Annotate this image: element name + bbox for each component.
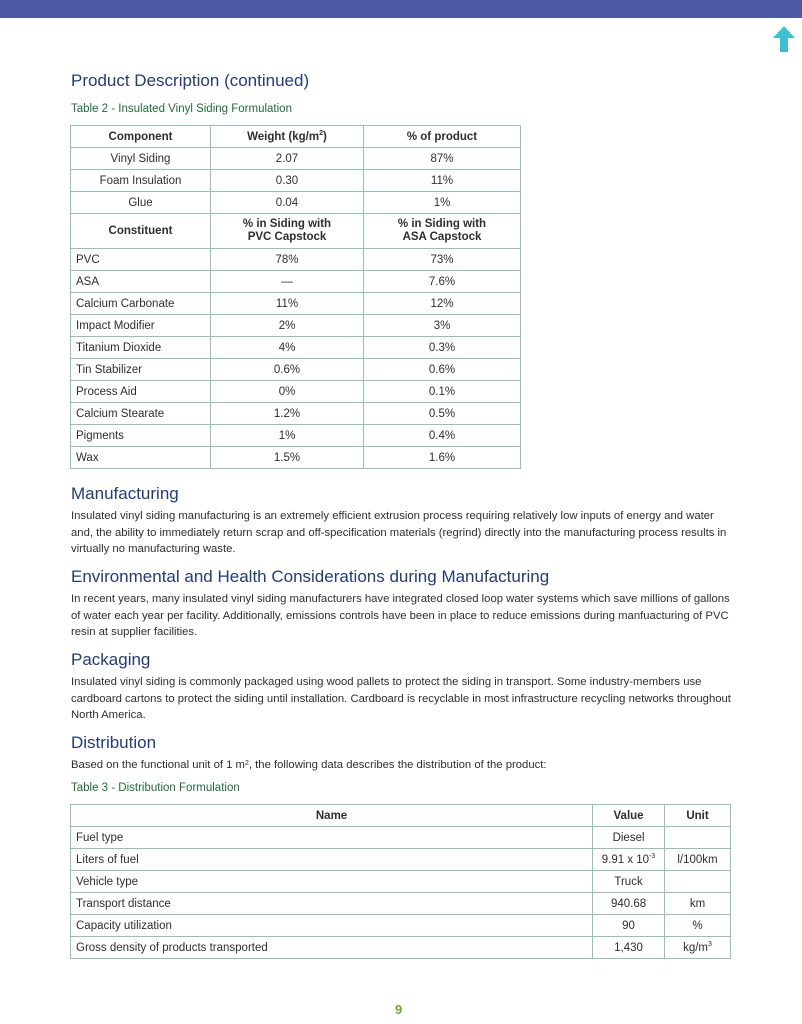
section-title-packaging: Packaging bbox=[71, 650, 151, 669]
table-row bbox=[71, 337, 521, 359]
cell: 0.6% bbox=[364, 359, 521, 381]
section-title-distribution: Distribution bbox=[71, 733, 157, 752]
cell: 78% bbox=[211, 249, 364, 271]
cell: 0.6% bbox=[211, 359, 364, 381]
cell: Calcium Carbonate bbox=[71, 293, 211, 315]
table-header-row bbox=[71, 126, 521, 148]
formulation-table bbox=[70, 125, 521, 469]
distribution-intro: Based on the functional unit of 1 $m^2$, the following data describes the distribution of the product: bbox=[71, 759, 547, 771]
table-row bbox=[71, 827, 731, 849]
table-row bbox=[71, 315, 521, 337]
header-weight: Weight $(kg/m^2)$ bbox=[211, 126, 364, 148]
cell: 12% bbox=[364, 293, 521, 315]
cell: 1% bbox=[364, 192, 521, 214]
cell: 11% bbox=[364, 170, 521, 192]
table-row bbox=[71, 249, 521, 271]
cell: 3% bbox=[364, 315, 521, 337]
cell-unit bbox=[665, 827, 731, 849]
cell: 0% bbox=[211, 381, 364, 403]
header-component: Component bbox=[71, 126, 211, 148]
cell-name: Liters of fuel bbox=[71, 849, 593, 871]
cell: 1.5% bbox=[211, 447, 364, 469]
cell: Calcium Stearate bbox=[71, 403, 211, 425]
cell: 0.3% bbox=[364, 337, 521, 359]
cell: 2.07 bbox=[211, 148, 364, 170]
cell: Vinyl Siding bbox=[71, 148, 211, 170]
cell-value: 90 bbox=[593, 915, 665, 937]
cell-name: Vehicle type bbox=[71, 871, 593, 893]
packaging-paragraph: Insulated vinyl siding is commonly packaged using wood pallets to protect the siding in transport. Some industry-members use cardboard cartons to protect the siding until installation. Cardboard is recyclable in most infrastructure recycling networks throughout North America. bbox=[71, 676, 731, 721]
page-number: 9 bbox=[395, 1002, 403, 1017]
cell: 0.1% bbox=[364, 381, 521, 403]
section-title-product-description: Product Description (continued) bbox=[71, 71, 310, 90]
table-row bbox=[71, 192, 521, 214]
cell-value: Truck bbox=[593, 871, 665, 893]
cell: 1.2% bbox=[211, 403, 364, 425]
header-asa-capstock: % in Siding with ASA Capstock bbox=[364, 214, 521, 249]
cell: 0.30 bbox=[211, 170, 364, 192]
header-bar bbox=[0, 0, 802, 18]
cell-value: Diesel bbox=[593, 827, 665, 849]
cell: 73% bbox=[364, 249, 521, 271]
cell-unit: km bbox=[665, 893, 731, 915]
cell: ASA bbox=[71, 271, 211, 293]
table-row bbox=[71, 447, 521, 469]
cell: Glue bbox=[71, 192, 211, 214]
header-percent: % of product bbox=[364, 126, 521, 148]
table-row bbox=[71, 359, 521, 381]
distribution-table bbox=[70, 804, 731, 959]
cell-unit bbox=[665, 871, 731, 893]
cell: PVC bbox=[71, 249, 211, 271]
cell: 2% bbox=[211, 315, 364, 337]
table-subheader-row bbox=[71, 214, 521, 249]
cell: Pigments bbox=[71, 425, 211, 447]
cell: 0.5% bbox=[364, 403, 521, 425]
header-pvc-capstock: % in Siding with PVC Capstock bbox=[211, 214, 364, 249]
cell-value: 9.91 x $10^{-3}$ bbox=[593, 849, 665, 871]
table-row bbox=[71, 170, 521, 192]
cell: 11% bbox=[211, 293, 364, 315]
cell: 0.4% bbox=[364, 425, 521, 447]
header-value: Value bbox=[593, 805, 665, 827]
table-row bbox=[71, 915, 731, 937]
cell: Process Aid bbox=[71, 381, 211, 403]
cell-unit: $kg/m^3$ bbox=[665, 937, 731, 959]
cell: Wax bbox=[71, 447, 211, 469]
table-row bbox=[71, 148, 521, 170]
cell-value: 940.68 bbox=[593, 893, 665, 915]
table-row bbox=[71, 871, 731, 893]
cell-name: Capacity utilization bbox=[71, 915, 593, 937]
table-row bbox=[71, 893, 731, 915]
cell-unit: % bbox=[665, 915, 731, 937]
cell-unit: l/100km bbox=[665, 849, 731, 871]
cell: 7.6% bbox=[364, 271, 521, 293]
environmental-paragraph: In recent years, many insulated vinyl siding manufacturers have integrated closed loop water systems which save millions of gallons of water each year per facility. Additionally, emissions controls have been in place to reduce emissions during manfuacturing of PVC resin at supplier facilities. bbox=[71, 593, 730, 638]
cell: 87% bbox=[364, 148, 521, 170]
table-row bbox=[71, 271, 521, 293]
cell-value: 1,430 bbox=[593, 937, 665, 959]
table-row bbox=[71, 937, 731, 959]
section-title-manufacturing: Manufacturing bbox=[71, 484, 179, 503]
cell: 4% bbox=[211, 337, 364, 359]
section-title-environmental: Environmental and Health Considerations during Manufacturing bbox=[71, 567, 550, 586]
table-row bbox=[71, 425, 521, 447]
cell: Impact Modifier bbox=[71, 315, 211, 337]
table-header-row bbox=[71, 805, 731, 827]
table-row bbox=[71, 849, 731, 871]
header-constituent: Constituent bbox=[71, 214, 211, 249]
cell-name: Fuel type bbox=[71, 827, 593, 849]
cell: 1.6% bbox=[364, 447, 521, 469]
cell: Titanium Dioxide bbox=[71, 337, 211, 359]
header-name: Name bbox=[71, 805, 593, 827]
table-3-caption: Table 3 - Distribution Formulation bbox=[71, 782, 240, 794]
table-row bbox=[71, 293, 521, 315]
cell: Foam Insulation bbox=[71, 170, 211, 192]
cell: Tin Stabilizer bbox=[71, 359, 211, 381]
cell-name: Transport distance bbox=[71, 893, 593, 915]
cell: 0.04 bbox=[211, 192, 364, 214]
header-unit: Unit bbox=[665, 805, 731, 827]
table-2-caption: Table 2 - Insulated Vinyl Siding Formulation bbox=[71, 103, 292, 115]
table-row bbox=[71, 403, 521, 425]
table-row bbox=[71, 381, 521, 403]
up-arrow-icon[interactable] bbox=[773, 26, 795, 52]
cell: 1% bbox=[211, 425, 364, 447]
cell-name: Gross density of products transported bbox=[71, 937, 593, 959]
cell: — bbox=[211, 271, 364, 293]
manufacturing-paragraph: Insulated vinyl siding manufacturing is an extremely efficient extrusion process requiring relatively low inputs of energy and water and, the ability to immediately return scrap and off-specification materials (regrind) directly into the manufacturing process results in virtually no manufacturing waste. bbox=[71, 510, 727, 555]
